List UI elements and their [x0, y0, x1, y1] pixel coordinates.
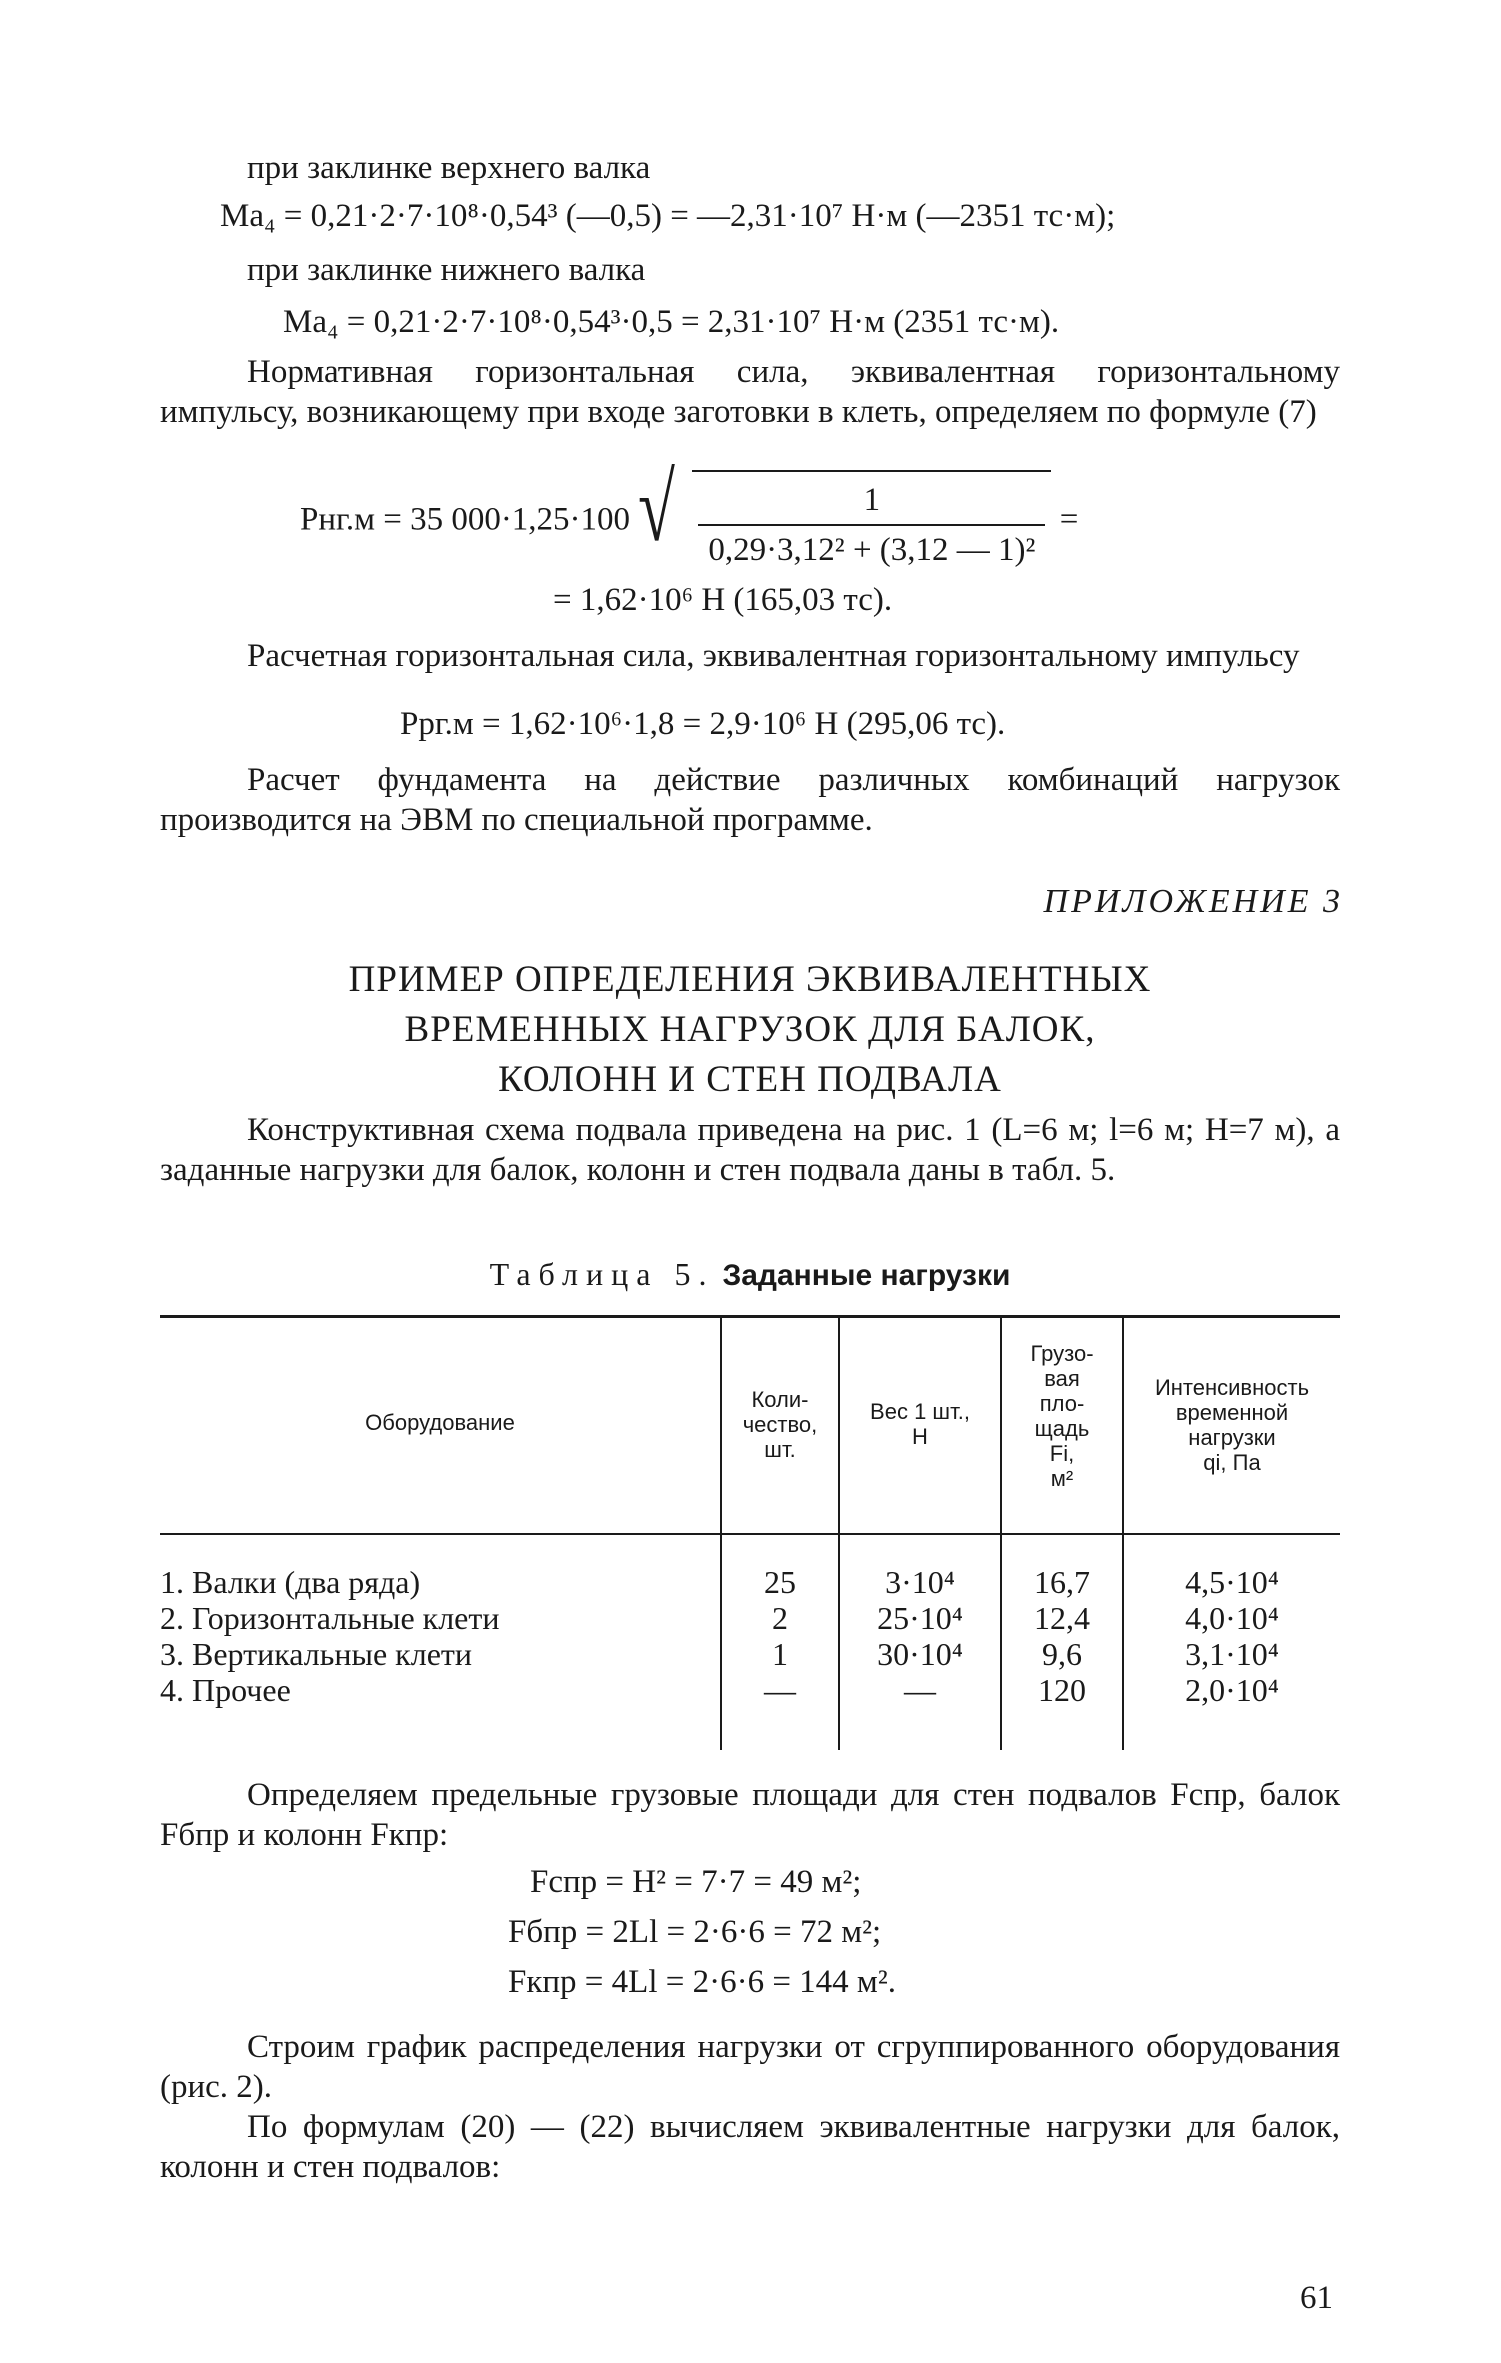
upper-roll-formula: Ma₄ = 0,21·2·7·10⁸·0,54³ (—0,5) = —2,31·10⁷ Н·м (—2351 тс·м); [220, 198, 1116, 234]
table-caption-prefix: Таблица 5. [489, 1256, 715, 1292]
row-area: 12,4 [1034, 1600, 1090, 1636]
computer-paragraph: Расчет фундамента на действие различных комбинаций нагрузок производится на ЭВМ по специальной программе. [160, 762, 1340, 838]
row-intensity: 3,1·10⁴ [1185, 1636, 1279, 1672]
fraction-numerator: 1 [698, 476, 1045, 526]
normative-equals: = [1059, 501, 1079, 538]
square-root [638, 454, 1051, 574]
header-area: Грузо- вая пло- щадь Fi, м² [1030, 1341, 1094, 1491]
row-count: 1 [772, 1636, 788, 1672]
lower-roll-label: при заклинке нижнего валка [247, 252, 646, 288]
lower-roll-formula: Ma₄ = 0,21·2·7·10⁸·0,54³·0,5 = 2,31·10⁷ Н·м (2351 тс·м). [283, 304, 1060, 340]
table-caption-title: Заданные нагрузки [722, 1259, 1011, 1292]
upper-roll-label: при заклинке верхнего валка [247, 150, 651, 186]
normative-paragraph: Нормативная горизонтальная сила, эквивалентная горизонтальному импульсу, возникающему при входе заготовки в клеть, определяем по формуле (7) [160, 354, 1340, 430]
formulas-paragraph: По формулам (20) — (22) вычисляем эквивалентные нагрузки для балок, колонн и стен подвалов: [160, 2109, 1340, 2185]
row-name: 4. Прочее [160, 1672, 291, 1708]
intro-paragraph: Конструктивная схема подвала приведена на рис. 1 (L=6 м; l=6 м; H=7 м), а заданные нагрузки для балок, колонн и стен подвала даны в табл. 5. [160, 1112, 1340, 1188]
title-line-2: ВРЕМЕННЫХ НАГРУЗОК ДЛЯ БАЛОК, [404, 1009, 1096, 1050]
table-top-rule [160, 1315, 1340, 1318]
row-weight: 25·10⁴ [877, 1600, 963, 1636]
page-number: 61 [1300, 2280, 1333, 2316]
root-body [692, 470, 1051, 574]
row-count: — [764, 1672, 796, 1708]
row-intensity: 4,5·10⁴ [1185, 1564, 1279, 1600]
radical-sign-icon: √ [638, 454, 676, 561]
row-count: 25 [764, 1564, 796, 1600]
row-weight: — [904, 1672, 936, 1708]
row-name: 2. Горизонтальные клети [160, 1600, 500, 1636]
normative-lhs: Pнг.м = 35 000·1,25·100 [300, 501, 631, 538]
row-intensity: 4,0·10⁴ [1185, 1600, 1279, 1636]
header-intensity: Интенсивность временной нагрузки qi, Па [1154, 1375, 1310, 1475]
header-equipment: Оборудование [365, 1410, 515, 1435]
row-name: 3. Вертикальные клети [160, 1636, 472, 1672]
limit-formula-walls: Fспр = H² = 7·7 = 49 м²; [530, 1864, 862, 1900]
design-paragraph: Расчетная горизонтальная сила, эквивалентная горизонтальному импульсу [247, 638, 1300, 674]
table-caption [160, 1256, 1340, 1293]
graph-paragraph: Строим график распределения нагрузки от сгруппированного оборудования (рис. 2). [160, 2029, 1340, 2105]
title-line-1: ПРИМЕР ОПРЕДЕЛЕНИЯ ЭКВИВАЛЕНТНЫХ [348, 959, 1152, 1000]
limit-formula-beams: Fбпр = 2Ll = 2·6·6 = 72 м²; [508, 1914, 882, 1950]
fraction [698, 476, 1045, 574]
row-weight: 30·10⁴ [877, 1636, 963, 1672]
row-area: 120 [1038, 1672, 1086, 1708]
limit-formula-columns: Fкпр = 4Ll = 2·6·6 = 144 м². [508, 1964, 896, 2000]
row-area: 16,7 [1034, 1564, 1090, 1600]
table-header-rule [160, 1533, 1340, 1535]
row-area: 9,6 [1042, 1636, 1082, 1672]
design-formula: Pрг.м = 1,62·10⁶·1,8 = 2,9·10⁶ Н (295,06 тс). [400, 706, 1006, 742]
row-name: 1. Валки (два ряда) [160, 1564, 421, 1600]
header-weight: Вес 1 шт., Н [870, 1399, 970, 1449]
title-line-3: КОЛОНН И СТЕН ПОДВАЛА [498, 1059, 1002, 1100]
appendix-label: ПРИЛОЖЕНИЕ 3 [1043, 883, 1343, 920]
row-count: 2 [772, 1600, 788, 1636]
loads-table [160, 1315, 1340, 1750]
fraction-denominator: 0,29·3,12² + (3,12 — 1)² [708, 532, 1036, 568]
normative-result: = 1,62·10⁶ Н (165,03 тс). [553, 582, 893, 618]
row-weight: 3·10⁴ [885, 1564, 955, 1600]
header-count: Коли- чество, шт. [742, 1387, 818, 1462]
normative-formula [300, 454, 1079, 574]
row-intensity: 2,0·10⁴ [1185, 1672, 1279, 1708]
section-title [160, 955, 1340, 1105]
limit-paragraph: Определяем предельные грузовые площади для стен подвалов Fспр, балок Fбпр и колонн Fкпр: [160, 1777, 1340, 1853]
